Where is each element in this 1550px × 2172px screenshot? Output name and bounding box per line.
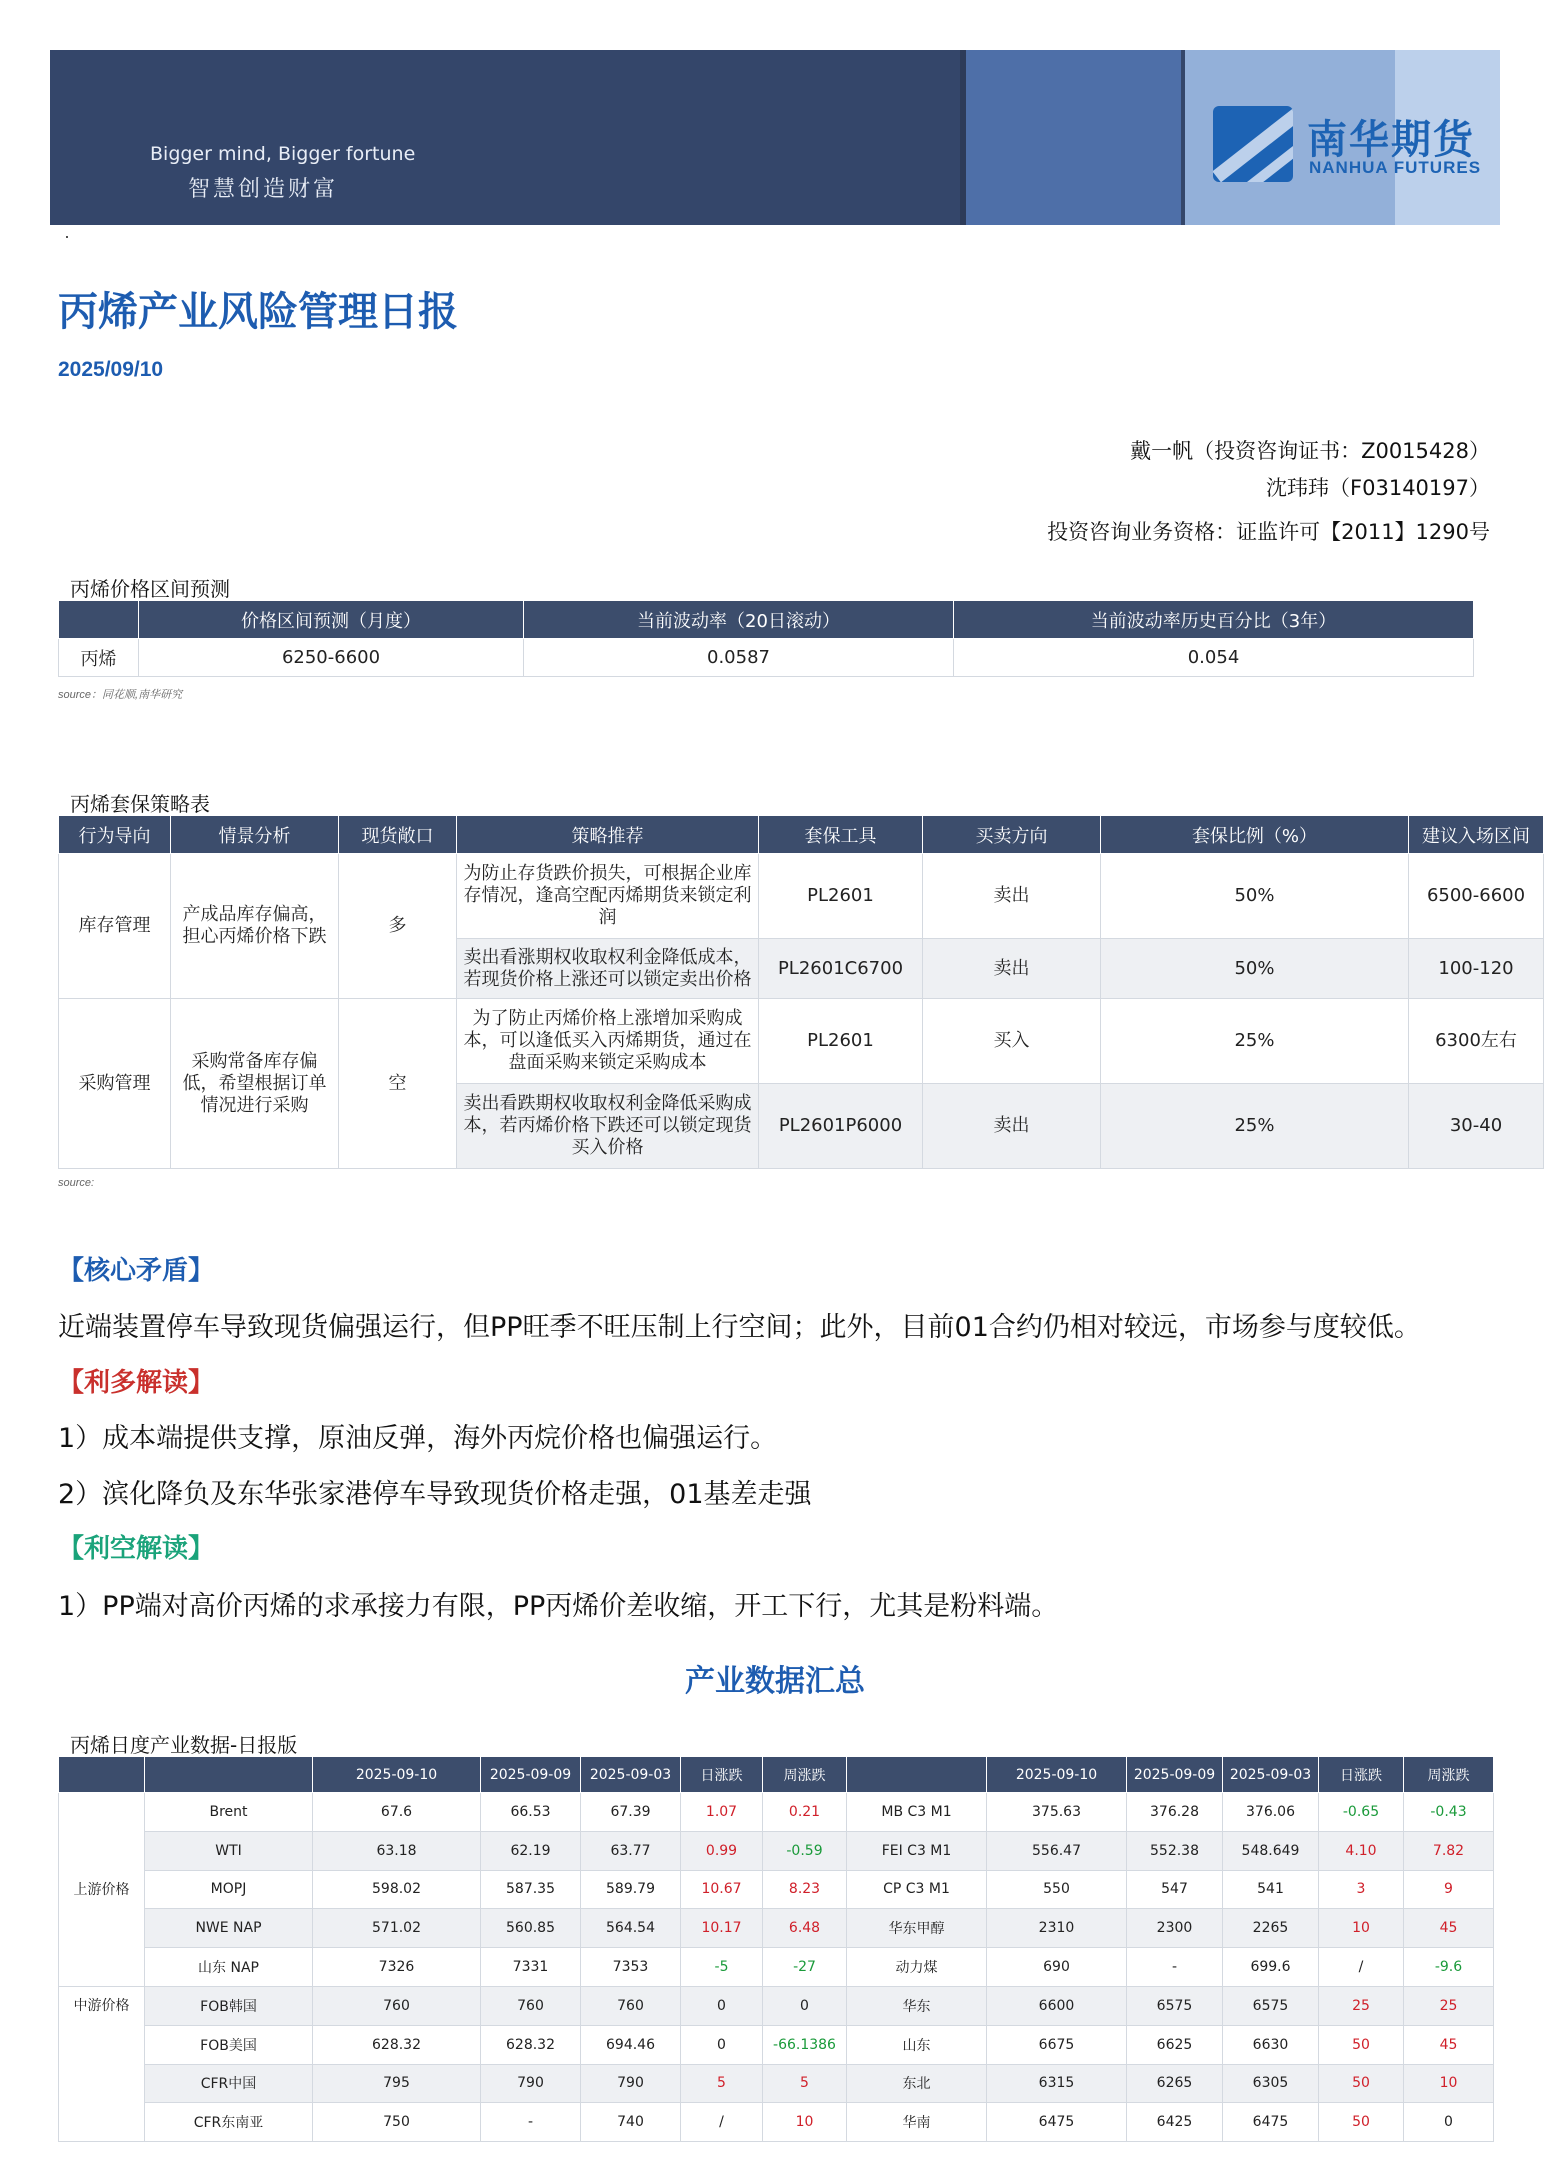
table-row <box>59 1948 1494 1987</box>
table-cell: PL2601P6000 <box>759 1084 923 1169</box>
table-cell: 598.02 <box>313 1870 481 1909</box>
table-row <box>59 1909 1494 1948</box>
table-header-cell: 策略推荐 <box>457 816 759 854</box>
table-cell: -0.59 <box>763 1831 847 1870</box>
banner-stripe <box>966 50 1181 225</box>
table-cell: 50 <box>1319 2064 1404 2103</box>
table-cell: 2265 <box>1223 1909 1319 1948</box>
table-cell: 7.82 <box>1404 1831 1494 1870</box>
table-cell: 1.07 <box>681 1793 763 1832</box>
table-cell: 0.054 <box>954 639 1474 677</box>
table-cell: 丙烯 <box>59 639 139 677</box>
table-cell: 795 <box>313 2064 481 2103</box>
table-cell: 为防止存货跌价损失，可根据企业库存情况，逢高空配丙烯期货来锁定利润 <box>457 854 759 939</box>
table-cell: 50% <box>1101 854 1409 939</box>
table-header-cell: 日涨跌 <box>1319 1757 1404 1793</box>
table-cell: 10 <box>1319 1909 1404 1948</box>
table-cell: FOB美国 <box>145 2025 313 2064</box>
table-cell: 多 <box>339 854 457 999</box>
table-cell: 760 <box>313 1986 481 2025</box>
table-cell: 买入 <box>923 999 1101 1084</box>
table-header-cell: 周涨跌 <box>763 1757 847 1793</box>
report-title: 丙烯产业风险管理日报 <box>58 289 458 335</box>
table-header-cell <box>59 601 139 639</box>
table-cell: PL2601C6700 <box>759 939 923 999</box>
bullet-dot: · <box>64 226 70 246</box>
daily-industry-data-table <box>58 1756 1494 2142</box>
table-cell: 790 <box>481 2064 581 2103</box>
table-cell: 589.79 <box>581 1870 681 1909</box>
table-cell: PL2601 <box>759 854 923 939</box>
table-cell: 7331 <box>481 1948 581 1987</box>
table-cell: 50 <box>1319 2025 1404 2064</box>
table-cell: 7353 <box>581 1948 681 1987</box>
table-cell: CFR中国 <box>145 2064 313 2103</box>
table-row <box>59 2025 1494 2064</box>
table-cell: -0.43 <box>1404 1793 1494 1832</box>
table-cell: 6675 <box>987 2025 1127 2064</box>
nanhua-logo-icon <box>1213 106 1293 182</box>
table-row <box>59 1831 1494 1870</box>
table-cell: 6.48 <box>763 1909 847 1948</box>
table-cell: 6475 <box>987 2103 1127 2142</box>
table-cell: 587.35 <box>481 1870 581 1909</box>
core-contradiction-text: 近端装置停车导致现货偏强运行，但PP旺季不旺压制上行空间；此外，目前01合约仍相对较远，市场参与度较低。 <box>58 1312 1421 1343</box>
table-cell: 2310 <box>987 1909 1127 1948</box>
table-cell: 6475 <box>1223 2103 1319 2142</box>
table-header-cell: 建议入场区间 <box>1409 816 1544 854</box>
table-cell: -66.1386 <box>763 2025 847 2064</box>
table-cell: 华东甲醇 <box>847 1909 987 1948</box>
price-forecast-table <box>58 600 1474 677</box>
table-cell: / <box>1319 1948 1404 1987</box>
table-header-row <box>59 816 1544 854</box>
table-cell: 6305 <box>1223 2064 1319 2103</box>
table-cell: 25 <box>1404 1986 1494 2025</box>
table-cell: NWE NAP <box>145 1909 313 1948</box>
table-cell: MOPJ <box>145 1870 313 1909</box>
row-group-label: 中游价格 <box>59 1986 145 2141</box>
table-row <box>59 639 1474 677</box>
table-cell: 6575 <box>1127 1986 1223 2025</box>
table-cell: 卖出 <box>923 939 1101 999</box>
table-cell: 760 <box>581 1986 681 2025</box>
daily-data-caption: 丙烯日度产业数据-日报版 <box>70 1733 298 1757</box>
table-header-row <box>59 1757 1494 1793</box>
table-header-cell <box>145 1757 313 1793</box>
table-cell: 3 <box>1319 1870 1404 1909</box>
table-cell: 760 <box>481 1986 581 2025</box>
table-cell: 25% <box>1101 1084 1409 1169</box>
table-header-cell: 2025-09-09 <box>481 1757 581 1793</box>
table-cell: 699.6 <box>1223 1948 1319 1987</box>
table-row <box>59 999 1544 1084</box>
table-cell: 690 <box>987 1948 1127 1987</box>
table-cell: 采购管理 <box>59 999 171 1169</box>
report-date: 2025/09/10 <box>58 358 164 381</box>
table-cell: 376.06 <box>1223 1793 1319 1832</box>
table-cell: 25 <box>1319 1986 1404 2025</box>
table-cell: 10 <box>763 2103 847 2142</box>
table-cell: 552.38 <box>1127 1831 1223 1870</box>
core-contradiction-heading: 【核心矛盾】 <box>58 1256 215 1286</box>
table-cell: 0 <box>681 2025 763 2064</box>
table-header-cell: 当前波动率历史百分比（3年） <box>954 601 1474 639</box>
logo-text-english: NANHUA FUTURES <box>1309 158 1482 177</box>
table-cell: 8.23 <box>763 1870 847 1909</box>
table-cell: 空 <box>339 999 457 1169</box>
table-cell: PL2601 <box>759 999 923 1084</box>
table-cell: 4.10 <box>1319 1831 1404 1870</box>
table-cell: MB C3 M1 <box>847 1793 987 1832</box>
table-cell: 6625 <box>1127 2025 1223 2064</box>
table-row <box>59 2064 1494 2103</box>
table-cell: 0.21 <box>763 1793 847 1832</box>
table-cell: 541 <box>1223 1870 1319 1909</box>
industry-data-summary-heading: 产业数据汇总 <box>685 1664 865 1699</box>
table-cell: 740 <box>581 2103 681 2142</box>
source-note: source：同花顺,南华研究 <box>58 689 183 701</box>
table-cell: 556.47 <box>987 1831 1127 1870</box>
table-cell: 6500-6600 <box>1409 854 1544 939</box>
table-cell: 67.6 <box>313 1793 481 1832</box>
table-header-cell <box>847 1757 987 1793</box>
table-cell: - <box>481 2103 581 2142</box>
table-cell: 62.19 <box>481 1831 581 1870</box>
table-cell: -5 <box>681 1948 763 1987</box>
table-cell: 山东 NAP <box>145 1948 313 1987</box>
table-header-cell: 行为导向 <box>59 816 171 854</box>
logo-text-chinese: 南华期货 <box>1307 117 1475 163</box>
table-cell: 50 <box>1319 2103 1404 2142</box>
bullish-item: 1）成本端提供支撑，原油反弹，海外丙烷价格也偏强运行。 <box>58 1423 778 1454</box>
table-cell: 376.28 <box>1127 1793 1223 1832</box>
table-cell: 卖出 <box>923 854 1101 939</box>
slogan-english: Bigger mind, Bigger fortune <box>150 143 416 165</box>
table-cell: 0 <box>763 1986 847 2025</box>
table-header-cell: 周涨跌 <box>1404 1757 1494 1793</box>
table-row <box>59 1986 1494 2025</box>
license-line: 投资咨询业务资格：证监许可【2011】1290号 <box>1047 520 1490 544</box>
table-cell: 东北 <box>847 2064 987 2103</box>
table-cell: 0.99 <box>681 1831 763 1870</box>
table-cell: 10 <box>1404 2064 1494 2103</box>
table-cell: 45 <box>1404 2025 1494 2064</box>
table-cell: 卖出 <box>923 1084 1101 1169</box>
table-cell: 45 <box>1404 1909 1494 1948</box>
table-cell: 30-40 <box>1409 1084 1544 1169</box>
table-header-row <box>59 601 1474 639</box>
table-cell: 10.67 <box>681 1870 763 1909</box>
table-cell: FOB韩国 <box>145 1986 313 2025</box>
table-cell: -0.65 <box>1319 1793 1404 1832</box>
table-cell: 63.77 <box>581 1831 681 1870</box>
table-header-cell: 套保比例（%） <box>1101 816 1409 854</box>
table-header-cell: 情景分析 <box>171 816 339 854</box>
table-header-cell: 2025-09-10 <box>987 1757 1127 1793</box>
table-cell: 卖出看跌期权收取权利金降低采购成本，若丙烯价格下跌还可以锁定现货买入价格 <box>457 1084 759 1169</box>
table-header-cell: 2025-09-03 <box>1223 1757 1319 1793</box>
table-cell: 6315 <box>987 2064 1127 2103</box>
table-row <box>59 1793 1494 1832</box>
table-cell: 63.18 <box>313 1831 481 1870</box>
table-cell: 25% <box>1101 999 1409 1084</box>
bearish-heading: 【利空解读】 <box>58 1534 215 1564</box>
table-cell: WTI <box>145 1831 313 1870</box>
table-header-cell: 买卖方向 <box>923 816 1101 854</box>
table-cell: -27 <box>763 1948 847 1987</box>
table-cell: 产成品库存偏高，担心丙烯价格下跌 <box>171 854 339 999</box>
table-cell: 628.32 <box>313 2025 481 2064</box>
table-cell: Brent <box>145 1793 313 1832</box>
table-cell: 560.85 <box>481 1909 581 1948</box>
table-header-cell: 套保工具 <box>759 816 923 854</box>
table-cell: 库存管理 <box>59 854 171 999</box>
table-cell: 动力煤 <box>847 1948 987 1987</box>
table-cell: 6630 <box>1223 2025 1319 2064</box>
table-row <box>59 1870 1494 1909</box>
source-note: source: <box>58 1177 95 1189</box>
table-header-cell: 价格区间预测（月度） <box>139 601 524 639</box>
table-cell: FEI C3 M1 <box>847 1831 987 1870</box>
table-cell: 750 <box>313 2103 481 2142</box>
table-cell: CP C3 M1 <box>847 1870 987 1909</box>
table-cell: 10.17 <box>681 1909 763 1948</box>
table-header-cell: 现货敞口 <box>339 816 457 854</box>
table-cell: 卖出看涨期权收取权利金降低成本，若现货价格上涨还可以锁定卖出价格 <box>457 939 759 999</box>
table-cell: 为了防止丙烯价格上涨增加采购成本，可以逢低买入丙烯期货，通过在盘面采购来锁定采购成本 <box>457 999 759 1084</box>
table-cell: 0 <box>1404 2103 1494 2142</box>
table-header-cell: 日涨跌 <box>681 1757 763 1793</box>
table-header-cell: 2025-09-10 <box>313 1757 481 1793</box>
table-cell: 华东 <box>847 1986 987 2025</box>
bullish-item: 2）滨化降负及东华张家港停车导致现货价格走强，01基差走强 <box>58 1479 812 1510</box>
author-line-2: 沈玮玮（F03140197） <box>1266 476 1490 500</box>
table-header-cell: 当前波动率（20日滚动） <box>524 601 954 639</box>
table-cell: 67.39 <box>581 1793 681 1832</box>
table-cell: 0.0587 <box>524 639 954 677</box>
table-row <box>59 2103 1494 2142</box>
hedge-strategy-table <box>58 815 1544 1169</box>
table-cell: / <box>681 2103 763 2142</box>
table-cell: 9 <box>1404 1870 1494 1909</box>
table-cell: 66.53 <box>481 1793 581 1832</box>
table-cell: 100-120 <box>1409 939 1544 999</box>
table-header-cell <box>59 1757 145 1793</box>
table-cell: 6600 <box>987 1986 1127 2025</box>
table-cell: 571.02 <box>313 1909 481 1948</box>
table-cell: - <box>1127 1948 1223 1987</box>
table-cell: -9.6 <box>1404 1948 1494 1987</box>
table-cell: 50% <box>1101 939 1409 999</box>
table-cell: 6250-6600 <box>139 639 524 677</box>
row-group-label: 上游价格 <box>59 1793 145 1987</box>
table-cell: 790 <box>581 2064 681 2103</box>
table-cell: 6265 <box>1127 2064 1223 2103</box>
table-row <box>59 854 1544 939</box>
table-cell: 华南 <box>847 2103 987 2142</box>
table-cell: 5 <box>681 2064 763 2103</box>
bearish-item: 1）PP端对高价丙烯的求承接力有限，PP丙烯价差收缩，开工下行，尤其是粉料端。 <box>58 1591 1059 1622</box>
table-cell: 6425 <box>1127 2103 1223 2142</box>
table-cell: 628.32 <box>481 2025 581 2064</box>
bullish-heading: 【利多解读】 <box>58 1368 215 1398</box>
author-line-1: 戴一帆（投资咨询证书：Z0015428） <box>1130 439 1490 463</box>
table-cell: 548.649 <box>1223 1831 1319 1870</box>
table-cell: 山东 <box>847 2025 987 2064</box>
slogan-chinese: 智慧创造财富 <box>188 177 339 202</box>
table-cell: 550 <box>987 1870 1127 1909</box>
table-cell: 694.46 <box>581 2025 681 2064</box>
table-cell: CFR东南亚 <box>145 2103 313 2142</box>
price-forecast-caption: 丙烯价格区间预测 <box>70 577 230 601</box>
hedge-caption: 丙烯套保策略表 <box>70 792 210 816</box>
table-cell: 5 <box>763 2064 847 2103</box>
table-header-cell: 2025-09-09 <box>1127 1757 1223 1793</box>
table-body <box>59 1793 1494 2142</box>
table-cell: 6300左右 <box>1409 999 1544 1084</box>
table-cell: 547 <box>1127 1870 1223 1909</box>
table-cell: 564.54 <box>581 1909 681 1948</box>
table-cell: 采购常备库存偏低，希望根据订单情况进行采购 <box>171 999 339 1169</box>
table-header-cell: 2025-09-03 <box>581 1757 681 1793</box>
table-cell: 2300 <box>1127 1909 1223 1948</box>
header-banner <box>50 50 1500 225</box>
table-cell: 6575 <box>1223 1986 1319 2025</box>
table-cell: 0 <box>681 1986 763 2025</box>
table-cell: 7326 <box>313 1948 481 1987</box>
table-cell: 375.63 <box>987 1793 1127 1832</box>
